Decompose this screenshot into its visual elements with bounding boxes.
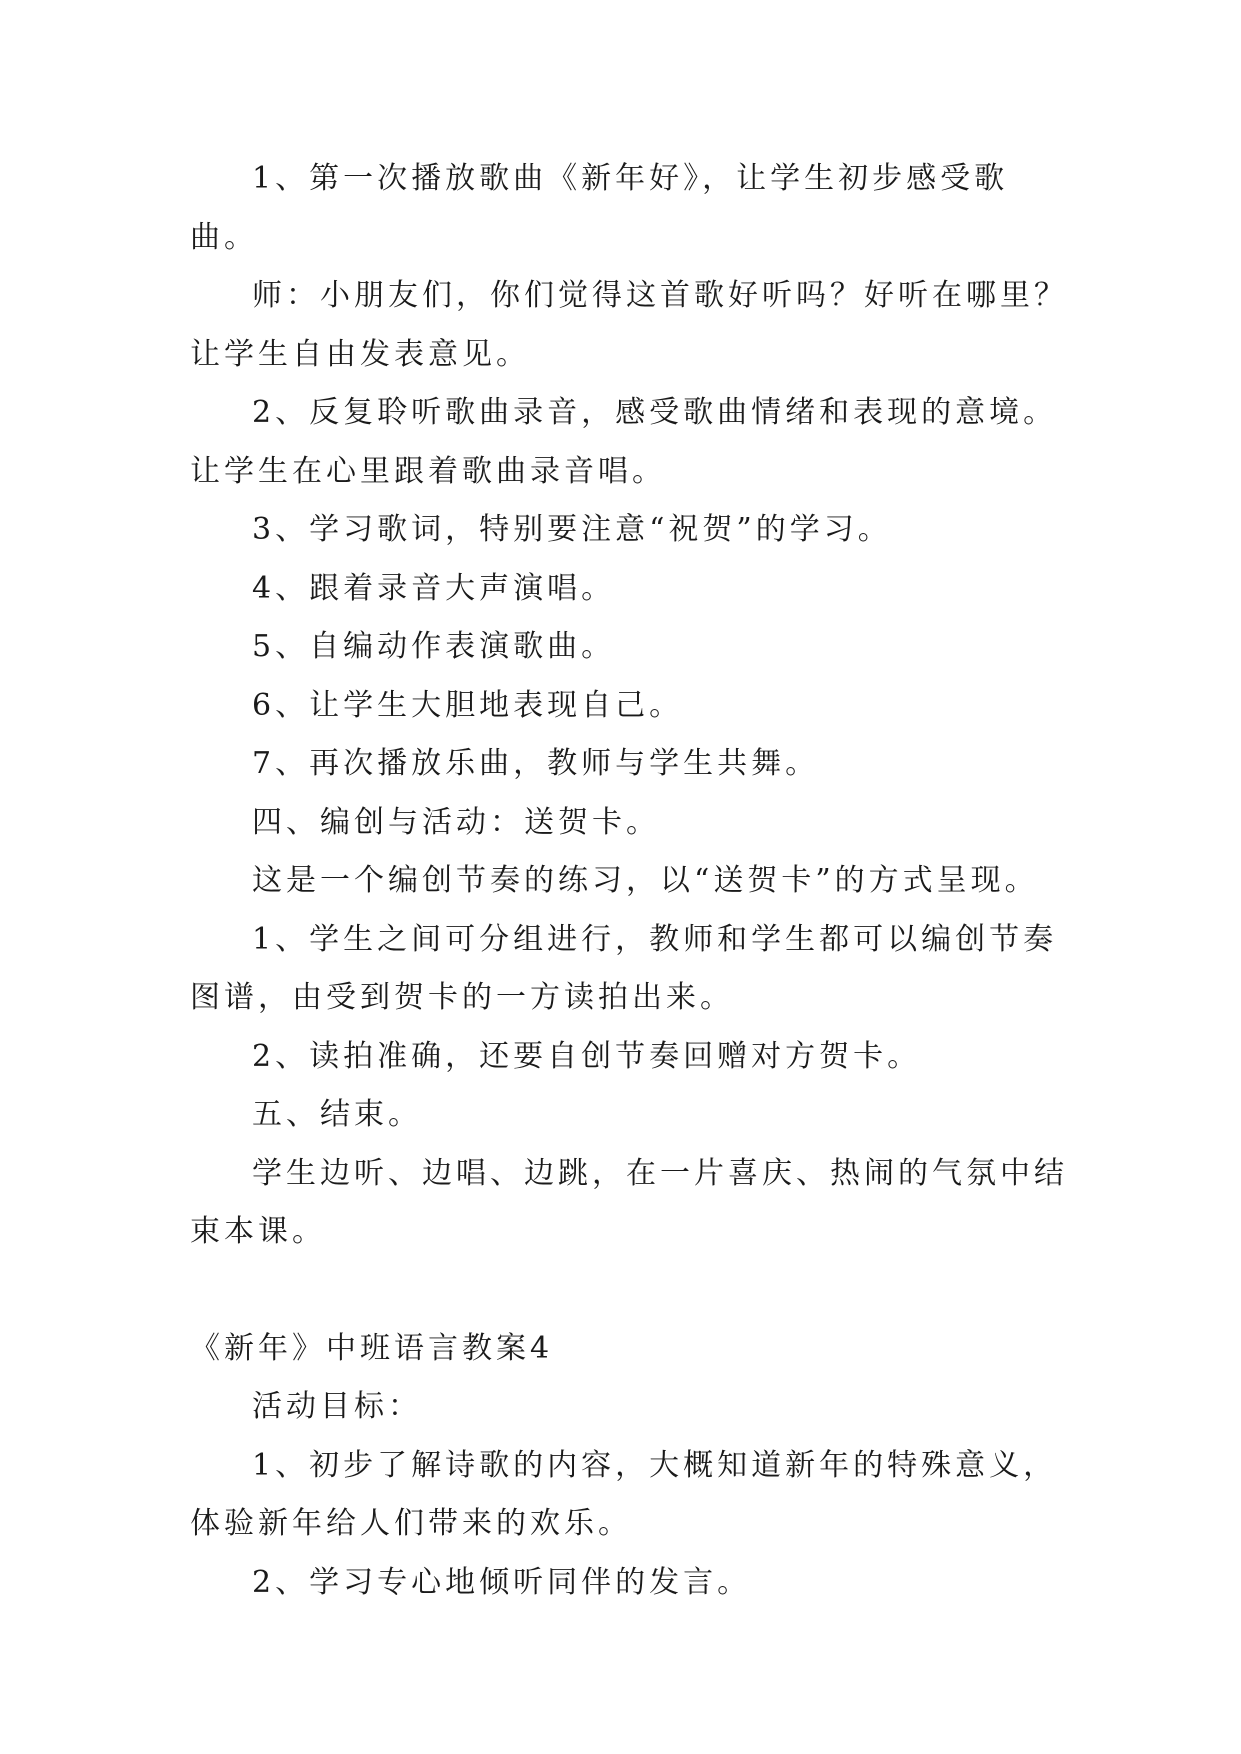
paragraph: 这是一个编创节奏的练习，以“送贺卡”的方式呈现。 <box>252 863 1039 898</box>
paragraph: 2、读拍准确，还要自创节奏回赠对方贺卡。 <box>252 1038 922 1074</box>
paragraph: 1、第一次播放歌曲《新年好》，让学生初步感受歌曲。 <box>190 161 1009 255</box>
paragraph: 2、反复聆听歌曲录音，感受歌曲情绪和表现的意境。让学生在心里跟着歌曲录音唱。 <box>190 395 1058 489</box>
paragraph: 7、再次播放乐曲，教师与学生共舞。 <box>252 746 820 781</box>
paragraph: 五、结束。 <box>252 1097 422 1132</box>
paragraph: 师：小朋友们，你们觉得这首歌好听吗？好听在哪里？让学生自由发表意见。 <box>190 278 1068 372</box>
paragraph: 1、初步了解诗歌的内容，大概知道新年的特殊意义，体验新年给人们带来的欢乐。 <box>190 1447 1058 1541</box>
paragraph: 2、学习专心地倾听同伴的发言。 <box>252 1564 752 1600</box>
paragraph: 四、编创与活动：送贺卡。 <box>252 804 660 840</box>
paragraph: 3、学习歌词，特别要注意“祝贺”的学习。 <box>252 512 892 547</box>
paragraph: 6、让学生大胆地表现自己。 <box>252 687 684 723</box>
paragraph: 学生边听、边唱、边跳，在一片喜庆、热闹的气氛中结束本课。 <box>190 1155 1068 1249</box>
paragraph: 5、自编动作表演歌曲。 <box>252 629 616 664</box>
section-title: 《新年》中班语言教案4 <box>190 1330 554 1366</box>
document-body <box>190 150 1070 1612</box>
paragraph: 1、学生之间可分组进行，教师和学生都可以编创节奏图谱，由受到贺卡的一方读拍出来。 <box>190 921 1058 1015</box>
paragraph: 活动目标： <box>252 1389 422 1424</box>
paragraph: 4、跟着录音大声演唱。 <box>252 570 616 606</box>
